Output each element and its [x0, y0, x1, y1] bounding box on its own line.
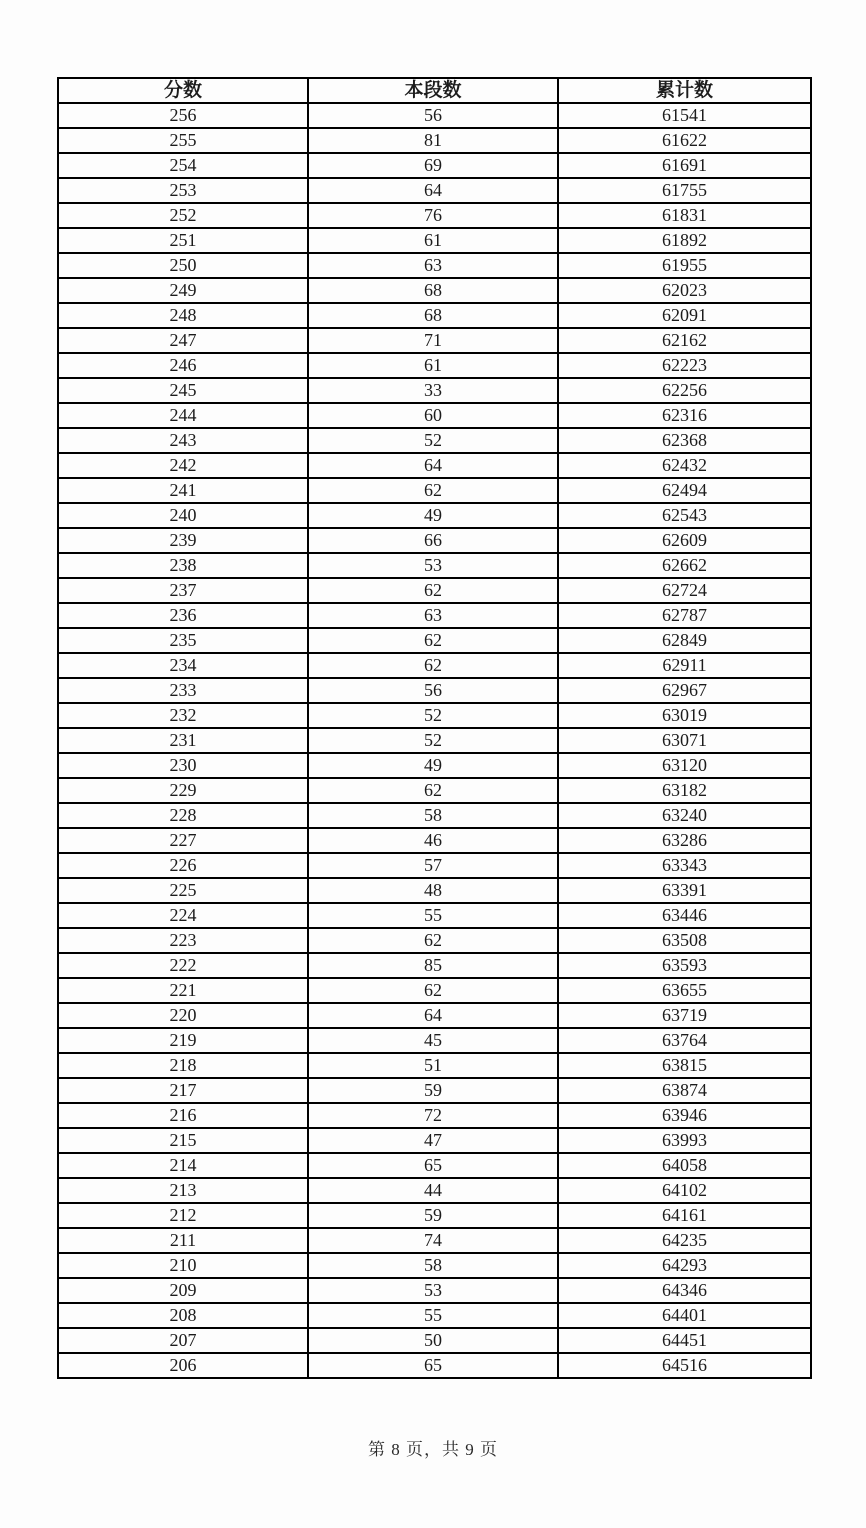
cumulative-count-cell: 61691 — [558, 153, 811, 178]
segment-count-cell: 56 — [308, 103, 558, 128]
page-number-footer: 第 8 页，共 9 页 — [368, 1440, 498, 1459]
header-cell-segment-count: 本段数 — [308, 78, 558, 103]
table-row — [58, 1203, 811, 1228]
cumulative-count-cell: 63655 — [558, 978, 811, 1003]
score-cell: 212 — [58, 1203, 308, 1228]
segment-count-cell: 69 — [308, 153, 558, 178]
score-cell: 228 — [58, 803, 308, 828]
table-row — [58, 478, 811, 503]
score-cell: 211 — [58, 1228, 308, 1253]
cumulative-count-cell: 61892 — [558, 228, 811, 253]
score-distribution-table — [57, 77, 812, 1379]
table-row — [58, 628, 811, 653]
segment-count-cell: 62 — [308, 578, 558, 603]
segment-count-cell: 53 — [308, 553, 558, 578]
table-row — [58, 278, 811, 303]
segment-count-cell: 68 — [308, 303, 558, 328]
cumulative-count-cell: 64058 — [558, 1153, 811, 1178]
score-cell: 236 — [58, 603, 308, 628]
table-row — [58, 353, 811, 378]
segment-count-cell: 51 — [308, 1053, 558, 1078]
cumulative-count-cell: 62432 — [558, 453, 811, 478]
table-row — [58, 1103, 811, 1128]
cumulative-count-cell: 62368 — [558, 428, 811, 453]
score-cell: 233 — [58, 678, 308, 703]
cumulative-count-cell: 63182 — [558, 778, 811, 803]
table-row — [58, 403, 811, 428]
table-row — [58, 1028, 811, 1053]
score-cell: 253 — [58, 178, 308, 203]
segment-count-cell: 58 — [308, 803, 558, 828]
score-cell: 229 — [58, 778, 308, 803]
cumulative-count-cell: 62256 — [558, 378, 811, 403]
cumulative-count-cell: 64161 — [558, 1203, 811, 1228]
score-cell: 239 — [58, 528, 308, 553]
score-cell: 234 — [58, 653, 308, 678]
cumulative-count-cell: 63343 — [558, 853, 811, 878]
score-cell: 254 — [58, 153, 308, 178]
table-row — [58, 503, 811, 528]
cumulative-count-cell: 62724 — [558, 578, 811, 603]
segment-count-cell: 62 — [308, 628, 558, 653]
score-cell: 217 — [58, 1078, 308, 1103]
segment-count-cell: 62 — [308, 478, 558, 503]
cumulative-count-cell: 63019 — [558, 703, 811, 728]
segment-count-cell: 59 — [308, 1078, 558, 1103]
segment-count-cell: 53 — [308, 1278, 558, 1303]
table-row — [58, 1278, 811, 1303]
table-header-row — [58, 78, 811, 103]
score-cell: 242 — [58, 453, 308, 478]
cumulative-count-cell: 63993 — [558, 1128, 811, 1153]
cumulative-count-cell: 63071 — [558, 728, 811, 753]
cumulative-count-cell: 63446 — [558, 903, 811, 928]
table-row — [58, 153, 811, 178]
cumulative-count-cell: 62787 — [558, 603, 811, 628]
segment-count-cell: 58 — [308, 1253, 558, 1278]
cumulative-count-cell: 62091 — [558, 303, 811, 328]
score-cell: 243 — [58, 428, 308, 453]
segment-count-cell: 55 — [308, 903, 558, 928]
score-cell: 241 — [58, 478, 308, 503]
table-row — [58, 603, 811, 628]
score-cell: 232 — [58, 703, 308, 728]
score-cell: 252 — [58, 203, 308, 228]
table-row — [58, 1053, 811, 1078]
segment-count-cell: 52 — [308, 703, 558, 728]
table-row — [58, 1003, 811, 1028]
table-row — [58, 578, 811, 603]
cumulative-count-cell: 63120 — [558, 753, 811, 778]
cumulative-count-cell: 64102 — [558, 1178, 811, 1203]
table-row — [58, 1153, 811, 1178]
table-row — [58, 528, 811, 553]
table-row — [58, 1328, 811, 1353]
score-cell: 210 — [58, 1253, 308, 1278]
cumulative-count-cell: 64346 — [558, 1278, 811, 1303]
table-row — [58, 1228, 811, 1253]
segment-count-cell: 74 — [308, 1228, 558, 1253]
cumulative-count-cell: 61622 — [558, 128, 811, 153]
cumulative-count-cell: 62849 — [558, 628, 811, 653]
cumulative-count-cell: 62223 — [558, 353, 811, 378]
score-cell: 245 — [58, 378, 308, 403]
cumulative-count-cell: 63593 — [558, 953, 811, 978]
segment-count-cell: 64 — [308, 178, 558, 203]
table-row — [58, 1253, 811, 1278]
table-row — [58, 328, 811, 353]
cumulative-count-cell: 61541 — [558, 103, 811, 128]
table-row — [58, 953, 811, 978]
table-row — [58, 178, 811, 203]
table-row — [58, 428, 811, 453]
header-cell-score: 分数 — [58, 78, 308, 103]
score-cell: 237 — [58, 578, 308, 603]
segment-count-cell: 71 — [308, 328, 558, 353]
score-cell: 208 — [58, 1303, 308, 1328]
segment-count-cell: 81 — [308, 128, 558, 153]
score-cell: 244 — [58, 403, 308, 428]
cumulative-count-cell: 63815 — [558, 1053, 811, 1078]
table-row — [58, 1353, 811, 1378]
cumulative-count-cell: 63719 — [558, 1003, 811, 1028]
table-row — [58, 203, 811, 228]
score-cell: 220 — [58, 1003, 308, 1028]
table-row — [58, 1078, 811, 1103]
table-row — [58, 728, 811, 753]
table-row — [58, 653, 811, 678]
score-cell: 213 — [58, 1178, 308, 1203]
segment-count-cell: 55 — [308, 1303, 558, 1328]
segment-count-cell: 60 — [308, 403, 558, 428]
table-row — [58, 878, 811, 903]
score-cell: 250 — [58, 253, 308, 278]
table-row — [58, 228, 811, 253]
segment-count-cell: 85 — [308, 953, 558, 978]
cumulative-count-cell: 62023 — [558, 278, 811, 303]
segment-count-cell: 48 — [308, 878, 558, 903]
table-row — [58, 1128, 811, 1153]
segment-count-cell: 47 — [308, 1128, 558, 1153]
segment-count-cell: 65 — [308, 1153, 558, 1178]
cumulative-count-cell: 63764 — [558, 1028, 811, 1053]
cumulative-count-cell: 63508 — [558, 928, 811, 953]
table-row — [58, 753, 811, 778]
cumulative-count-cell: 64235 — [558, 1228, 811, 1253]
segment-count-cell: 61 — [308, 228, 558, 253]
segment-count-cell: 52 — [308, 728, 558, 753]
segment-count-cell: 62 — [308, 653, 558, 678]
table-row — [58, 128, 811, 153]
score-cell: 215 — [58, 1128, 308, 1153]
segment-count-cell: 66 — [308, 528, 558, 553]
segment-count-cell: 65 — [308, 1353, 558, 1378]
segment-count-cell: 64 — [308, 453, 558, 478]
score-cell: 251 — [58, 228, 308, 253]
cumulative-count-cell: 62543 — [558, 503, 811, 528]
segment-count-cell: 59 — [308, 1203, 558, 1228]
table-row — [58, 803, 811, 828]
score-cell: 249 — [58, 278, 308, 303]
score-cell: 255 — [58, 128, 308, 153]
segment-count-cell: 76 — [308, 203, 558, 228]
table-row — [58, 703, 811, 728]
score-cell: 221 — [58, 978, 308, 1003]
segment-count-cell: 56 — [308, 678, 558, 703]
segment-count-cell: 49 — [308, 503, 558, 528]
score-cell: 230 — [58, 753, 308, 778]
table-row — [58, 453, 811, 478]
table-row — [58, 828, 811, 853]
score-cell: 222 — [58, 953, 308, 978]
table-row — [58, 303, 811, 328]
score-cell: 223 — [58, 928, 308, 953]
segment-count-cell: 49 — [308, 753, 558, 778]
segment-count-cell: 46 — [308, 828, 558, 853]
cumulative-count-cell: 62967 — [558, 678, 811, 703]
table-row — [58, 103, 811, 128]
score-cell: 231 — [58, 728, 308, 753]
segment-count-cell: 61 — [308, 353, 558, 378]
score-cell: 224 — [58, 903, 308, 928]
cumulative-count-cell: 61755 — [558, 178, 811, 203]
cumulative-count-cell: 61955 — [558, 253, 811, 278]
cumulative-count-cell: 64516 — [558, 1353, 811, 1378]
segment-count-cell: 52 — [308, 428, 558, 453]
table-row — [58, 978, 811, 1003]
cumulative-count-cell: 64293 — [558, 1253, 811, 1278]
table-row — [58, 1178, 811, 1203]
score-cell: 226 — [58, 853, 308, 878]
segment-count-cell: 62 — [308, 978, 558, 1003]
score-cell: 246 — [58, 353, 308, 378]
score-cell: 214 — [58, 1153, 308, 1178]
table-row — [58, 928, 811, 953]
segment-count-cell: 57 — [308, 853, 558, 878]
score-cell: 247 — [58, 328, 308, 353]
cumulative-count-cell: 63286 — [558, 828, 811, 853]
score-cell: 238 — [58, 553, 308, 578]
cumulative-count-cell: 62911 — [558, 653, 811, 678]
header-cell-cumulative-count: 累计数 — [558, 78, 811, 103]
score-cell: 235 — [58, 628, 308, 653]
score-cell: 227 — [58, 828, 308, 853]
segment-count-cell: 63 — [308, 603, 558, 628]
segment-count-cell: 62 — [308, 928, 558, 953]
table-row — [58, 1303, 811, 1328]
score-cell: 240 — [58, 503, 308, 528]
table-row — [58, 903, 811, 928]
cumulative-count-cell: 63391 — [558, 878, 811, 903]
cumulative-count-cell: 63874 — [558, 1078, 811, 1103]
cumulative-count-cell: 64451 — [558, 1328, 811, 1353]
score-cell: 209 — [58, 1278, 308, 1303]
segment-count-cell: 72 — [308, 1103, 558, 1128]
score-cell: 216 — [58, 1103, 308, 1128]
cumulative-count-cell: 63240 — [558, 803, 811, 828]
segment-count-cell: 33 — [308, 378, 558, 403]
score-cell: 225 — [58, 878, 308, 903]
segment-count-cell: 44 — [308, 1178, 558, 1203]
segment-count-cell: 63 — [308, 253, 558, 278]
table-row — [58, 553, 811, 578]
cumulative-count-cell: 62609 — [558, 528, 811, 553]
table-row — [58, 253, 811, 278]
cumulative-count-cell: 61831 — [558, 203, 811, 228]
cumulative-count-cell: 62662 — [558, 553, 811, 578]
table-body — [58, 103, 811, 1378]
cumulative-count-cell: 64401 — [558, 1303, 811, 1328]
score-cell: 218 — [58, 1053, 308, 1078]
table-row — [58, 378, 811, 403]
score-cell: 256 — [58, 103, 308, 128]
cumulative-count-cell: 62316 — [558, 403, 811, 428]
table-row — [58, 678, 811, 703]
table-row — [58, 853, 811, 878]
score-cell: 219 — [58, 1028, 308, 1053]
segment-count-cell: 45 — [308, 1028, 558, 1053]
cumulative-count-cell: 63946 — [558, 1103, 811, 1128]
score-cell: 206 — [58, 1353, 308, 1378]
score-cell: 207 — [58, 1328, 308, 1353]
table-row — [58, 778, 811, 803]
segment-count-cell: 68 — [308, 278, 558, 303]
score-cell: 248 — [58, 303, 308, 328]
segment-count-cell: 64 — [308, 1003, 558, 1028]
segment-count-cell: 62 — [308, 778, 558, 803]
segment-count-cell: 50 — [308, 1328, 558, 1353]
cumulative-count-cell: 62494 — [558, 478, 811, 503]
cumulative-count-cell: 62162 — [558, 328, 811, 353]
